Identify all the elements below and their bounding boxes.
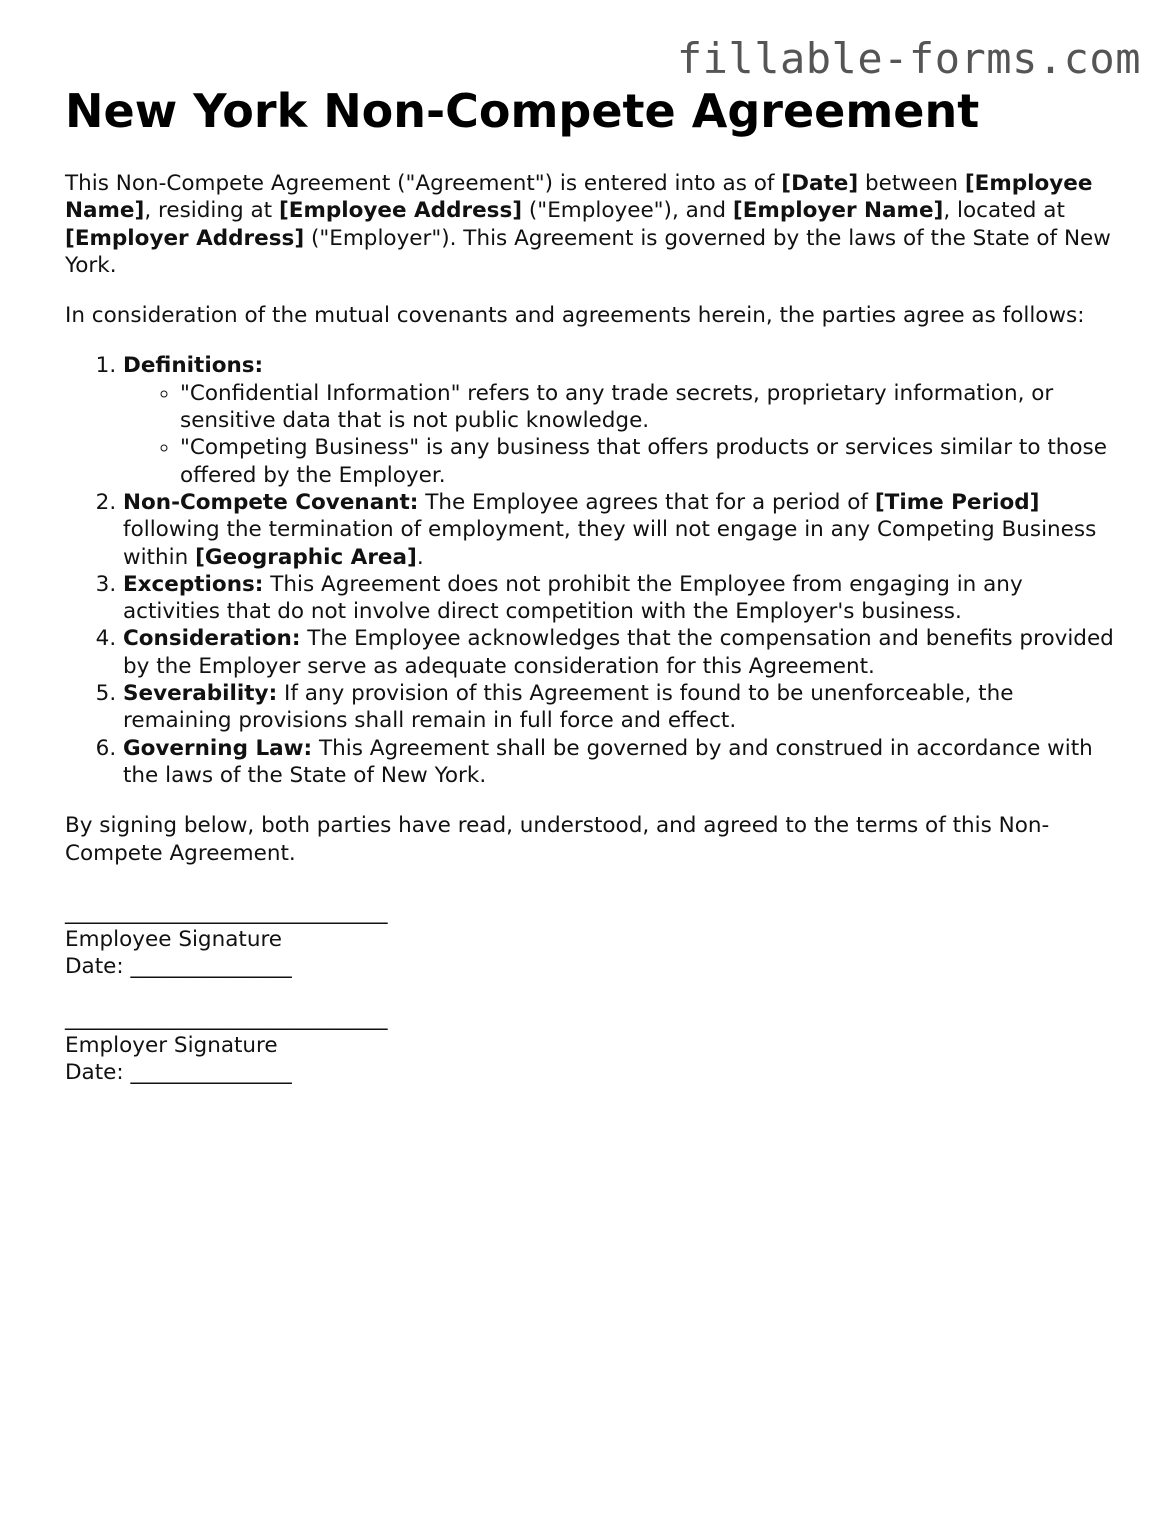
employer-date-line: Date: _______________	[65, 1060, 292, 1086]
page-title: New York Non-Compete Agreement	[65, 84, 980, 138]
geographic-area-placeholder: [Geographic Area]	[195, 544, 417, 570]
date-placeholder: [Date]	[781, 171, 859, 196]
sections-list	[65, 352, 1115, 789]
definition-item: ◦ "Competing Business" is any business that offers products or services similar to those offered by the Employer.	[180, 434, 1115, 489]
section-severability: 5. Severability: If any provision of this Agreement is found to be unenforceable, the remaining provisions shall remain in full force and effect.	[123, 680, 1115, 735]
section-non-compete: 2. Non-Compete Covenant: The Employee agrees that for a period of [Time Period] following the termination of employment, they will not engage in any Competing Business within [Geographic Area].	[123, 489, 1115, 571]
employer-signature-label: Employer Signature	[65, 1033, 278, 1059]
employer-signature-line: ______________________________	[65, 1005, 388, 1031]
section-governing-law: 6. Governing Law: This Agreement shall be governed by and construed in accordance with the laws of the State of New York.	[123, 735, 1115, 790]
employee-date-line: Date: _______________	[65, 954, 292, 980]
employee-signature-line: ______________________________	[65, 899, 388, 925]
employee-signature-label: Employee Signature	[65, 927, 283, 953]
intro-paragraph: This Non-Compete Agreement ("Agreement") is entered into as of [Date] between [Employee Name], residing at [Employee Address] ("Employee"), and [Employer Name], located at [Employer Address] ("Employer"). This Agreement is governed by the laws of the State of New York.	[65, 171, 1111, 278]
employee-address-placeholder: [Employee Address]	[278, 198, 523, 224]
section-heading: Definitions:	[123, 353, 264, 379]
employer-signature-block	[65, 1005, 1115, 1087]
employer-address-placeholder: [Employer Address]	[65, 225, 305, 251]
watermark: fillable-forms.com	[676, 34, 1141, 83]
document-page	[65, 84, 1115, 1087]
section-heading: Severability:	[123, 681, 278, 707]
section-heading: Governing Law:	[123, 735, 313, 761]
consideration-intro: In consideration of the mutual covenants and agreements herein, the parties agree as follows:	[65, 303, 1085, 329]
employer-name-placeholder: [Employer Name]	[732, 198, 944, 224]
section-consideration: 4. Consideration: The Employee acknowledges that the compensation and benefits provided by the Employer serve as adequate consideration for this Agreement.	[123, 625, 1115, 680]
section-heading: Exceptions:	[123, 571, 264, 597]
section-heading: Consideration:	[123, 626, 301, 652]
closing-paragraph: By signing below, both parties have read, understood, and agreed to the terms of this Non-Compete Agreement.	[65, 813, 1050, 866]
definition-item: ◦ "Confidential Information" refers to any trade secrets, proprietary information, or sensitive data that is not public knowledge.	[180, 380, 1115, 435]
section-heading: Non-Compete Covenant:	[123, 489, 419, 515]
employee-signature-block	[65, 899, 1115, 981]
section-exceptions: 3. Exceptions: This Agreement does not prohibit the Employee from engaging in any activities that do not involve direct competition with the Employer's business.	[123, 571, 1115, 626]
definitions-list	[123, 380, 1115, 489]
section-definitions	[123, 352, 1115, 488]
time-period-placeholder: [Time Period]	[874, 489, 1040, 515]
employee-name-placeholder: [Employee Name]	[65, 171, 1093, 224]
